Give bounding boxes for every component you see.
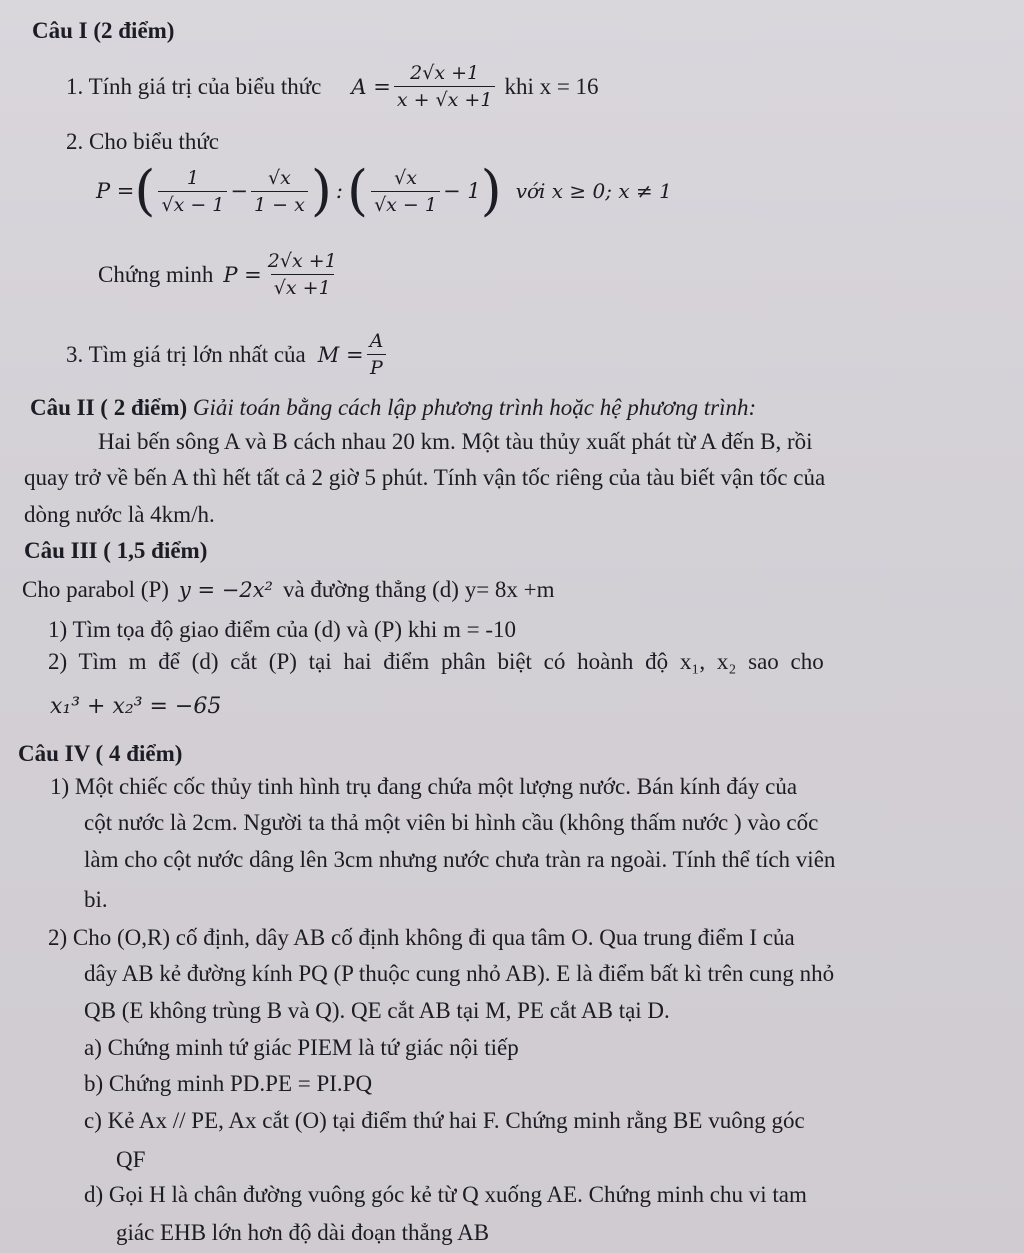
q4-part2-d-line-2: giác EHB lớn hơn độ dài đoạn thẳng AB bbox=[116, 1220, 490, 1245]
q4-part1-line-2: cột nước là 2cm. Người ta thả một viên bi hình cầu (không thấm nước ) vào cốc bbox=[84, 810, 819, 835]
q4-part2-line-3: QB (E không trùng B và Q). QE cắt AB tại M, PE cắt AB tại D. bbox=[84, 998, 670, 1023]
q1-part1 bbox=[66, 62, 599, 111]
q2-title: Câu II ( 2 điểm) bbox=[30, 395, 188, 420]
fraction-denominator: √x +1 bbox=[271, 274, 334, 299]
q4-part2-b: b) Chứng minh PD.PE = PI.PQ bbox=[84, 1071, 373, 1096]
q2-line-3: dòng nước là 4km/h. bbox=[24, 502, 215, 527]
q2-heading bbox=[30, 394, 756, 422]
open-paren: ( bbox=[134, 159, 156, 222]
q4-part2-c-line-1: c) Kẻ Ax // PE, Ax cắt (O) tại điểm thứ hai F. Chứng minh rằng BE vuông góc bbox=[84, 1108, 805, 1133]
q4-part2-c-line-2: QF bbox=[116, 1147, 146, 1172]
minus-one: − 1 bbox=[442, 179, 481, 203]
q1-part2-expression bbox=[96, 159, 672, 222]
fraction-numerator: 2√x +1 bbox=[410, 62, 480, 84]
q3-parabol-equation: y = −2x² bbox=[178, 578, 273, 602]
fraction-numerator: A bbox=[369, 330, 384, 352]
q1-part3 bbox=[66, 330, 389, 379]
fraction-numerator: √x bbox=[268, 166, 291, 189]
fraction-denominator: x + √x +1 bbox=[394, 86, 496, 111]
division-sign: : bbox=[335, 179, 343, 203]
q2-line-2: quay trở về bến A thì hết tất cả 2 giờ 5 phút. Tính vận tốc riêng của tàu biết vận tốc của bbox=[24, 465, 826, 490]
q3-part1: 1) Tìm tọa độ giao điểm của (d) và (P) khi m = -10 bbox=[48, 617, 516, 642]
q1-part3-text: 3. Tìm giá trị lớn nhất của bbox=[66, 341, 306, 367]
q1-part1-condition: khi x = 16 bbox=[504, 73, 599, 99]
q4-part1-line-1: 1) Một chiếc cốc thủy tinh hình trụ đang chứa một lượng nước. Bán kính đáy của bbox=[50, 774, 798, 799]
q4-part1-line-3: làm cho cột nước dâng lên 3cm nhưng nước chưa tràn ra ngoài. Tính thể tích viên bbox=[84, 847, 836, 872]
q1-part1-text: 1. Tính giá trị của biểu thức bbox=[66, 73, 322, 99]
q1-part2-text: 2. Cho biểu thức bbox=[66, 129, 220, 154]
q1-part2-fraction-3 bbox=[371, 167, 440, 216]
q3-intro bbox=[22, 576, 555, 604]
q4-part2-d-line-1: d) Gọi H là chân đường vuông góc kẻ từ Q xuống AE. Chứng minh chu vi tam bbox=[84, 1182, 807, 1207]
fraction-denominator: 1 − x bbox=[251, 191, 308, 216]
q4-part2-line-2: dây AB kẻ đường kính PQ (P thuộc cung nhỏ AB). E là điểm bất kì trên cung nhỏ bbox=[84, 961, 835, 986]
q4-title: Câu IV ( 4 điểm) bbox=[18, 741, 183, 766]
q1-part2-prove-lhs: P = bbox=[223, 262, 262, 287]
fraction-numerator: 1 bbox=[186, 166, 199, 189]
q1-part2-condition: với x ≥ 0; x ≠ 1 bbox=[515, 179, 672, 203]
q4-part2-line-1: 2) Cho (O,R) cố định, dây AB cố định không đi qua tâm O. Qua trung điểm I của bbox=[48, 925, 795, 950]
q1-part2-fraction-1 bbox=[158, 167, 227, 216]
fraction-numerator: √x bbox=[394, 166, 417, 189]
fraction-denominator: √x − 1 bbox=[371, 191, 440, 216]
q1-part3-lhs: M = bbox=[317, 342, 364, 367]
q1-part2-prove-fraction bbox=[265, 250, 340, 299]
q3-intro-text: Cho parabol (P) bbox=[22, 577, 169, 602]
close-paren: ) bbox=[480, 159, 502, 222]
q2-subtitle: Giải toán bằng cách lập phương trình hoặc hệ phương trình: bbox=[192, 395, 757, 420]
q1-part3-fraction bbox=[367, 330, 387, 379]
q1-part2-fraction-2 bbox=[251, 167, 308, 216]
q3-title: Câu III ( 1,5 điểm) bbox=[24, 538, 208, 563]
q4-part2-a: a) Chứng minh tứ giác PIEM là tứ giác nội tiếp bbox=[84, 1035, 519, 1060]
q1-part2-prove-text: Chứng minh bbox=[98, 261, 214, 287]
q1-part1-lhs: A = bbox=[351, 74, 391, 99]
q1-part2-prove bbox=[98, 250, 343, 299]
q3-line-text: và đường thẳng (d) y= 8x +m bbox=[282, 577, 555, 602]
q1-part1-fraction bbox=[394, 62, 496, 111]
q3-part2: 2) Tìm m để (d) cắt (P) tại hai điểm phân biệt có hoành độ x₁, x₂ sao cho bbox=[48, 649, 824, 674]
q2-line-1: Hai bến sông A và B cách nhau 20 km. Một tàu thủy xuất phát từ A đến B, rồi bbox=[98, 429, 813, 454]
fraction-denominator: P bbox=[367, 354, 386, 379]
q1-title: Câu I (2 điểm) bbox=[32, 18, 175, 43]
fraction-denominator: √x − 1 bbox=[158, 191, 227, 216]
q1-part2-lhs: P = bbox=[96, 179, 135, 203]
minus-sign: − bbox=[230, 179, 249, 203]
q3-part2-equation: x₁³ + x₂³ = −65 bbox=[50, 694, 222, 719]
open-paren: ( bbox=[346, 159, 369, 222]
fraction-numerator: 2√x +1 bbox=[267, 250, 337, 272]
q4-part1-line-4: bi. bbox=[84, 887, 108, 912]
close-paren: ) bbox=[310, 159, 332, 222]
